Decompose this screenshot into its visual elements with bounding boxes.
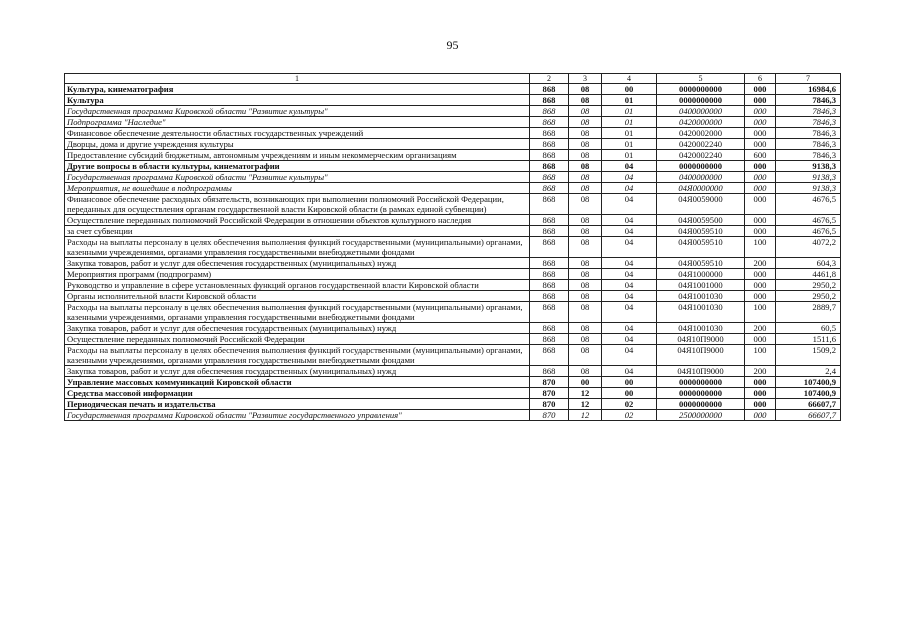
row-ministry-code-cell: 870: [530, 399, 569, 410]
row-expense-type-cell: 000: [745, 106, 776, 117]
row-section-cell: 08: [569, 95, 602, 106]
row-ministry-code-cell: 868: [530, 194, 569, 215]
row-target-article-cell: 04Я1001030: [657, 323, 745, 334]
row-subsection-cell: 04: [602, 237, 657, 258]
row-name-cell: Расходы на выплаты персоналу в целях обеспечения выполнения функций государственными (муниципальными) органами, казенными учреждениями, органами управления государственными внебюджетными фондами: [65, 345, 530, 366]
row-amount-cell: 66607,7: [776, 399, 841, 410]
row-target-article-cell: 0000000000: [657, 84, 745, 95]
row-ministry-code-cell: 868: [530, 139, 569, 150]
page-number: 95: [446, 38, 459, 52]
row-amount-cell: 7846,3: [776, 106, 841, 117]
row-target-article-cell: 0420000000: [657, 117, 745, 128]
row-target-article-cell: 04Я1001030: [657, 291, 745, 302]
row-section-cell: 08: [569, 161, 602, 172]
row-name-cell: Закупка товаров, работ и услуг для обеспечения государственных (муниципальных) нужд: [65, 323, 530, 334]
row-expense-type-cell: 200: [745, 258, 776, 269]
row-name-cell: Финансовое обеспечение деятельности областных государственных учреждений: [65, 128, 530, 139]
row-subsection-cell: 04: [602, 334, 657, 345]
row-target-article-cell: 0000000000: [657, 388, 745, 399]
row-subsection-cell: 04: [602, 172, 657, 183]
row-expense-type-cell: 000: [745, 410, 776, 421]
row-expense-type-cell: 000: [745, 291, 776, 302]
row-ministry-code-cell: 868: [530, 215, 569, 226]
row-subsection-cell: 04: [602, 345, 657, 366]
row-ministry-code-cell: 868: [530, 258, 569, 269]
row-section-cell: 08: [569, 139, 602, 150]
row-ministry-code-cell: 868: [530, 95, 569, 106]
table-row: [65, 150, 841, 161]
row-section-cell: 08: [569, 291, 602, 302]
row-amount-cell: 66607,7: [776, 410, 841, 421]
row-section-cell: 08: [569, 183, 602, 194]
row-expense-type-cell: 000: [745, 388, 776, 399]
header-cell-6: 6: [745, 74, 776, 84]
row-section-cell: 08: [569, 215, 602, 226]
row-amount-cell: 7846,3: [776, 95, 841, 106]
row-ministry-code-cell: 868: [530, 150, 569, 161]
table-row: [65, 226, 841, 237]
row-name-cell: Закупка товаров, работ и услуг для обеспечения государственных (муниципальных) нужд: [65, 366, 530, 377]
row-target-article-cell: 04Я1001030: [657, 302, 745, 323]
row-section-cell: 08: [569, 84, 602, 95]
row-section-cell: 08: [569, 194, 602, 215]
row-expense-type-cell: 000: [745, 377, 776, 388]
row-subsection-cell: 01: [602, 139, 657, 150]
row-target-article-cell: 04Я0059000: [657, 194, 745, 215]
row-amount-cell: 9138,3: [776, 161, 841, 172]
row-name-cell: Мероприятия, не вошедшие в подпрограммы: [65, 183, 530, 194]
header-cell-7: 7: [776, 74, 841, 84]
row-name-cell: Государственная программа Кировской области "Развитие государственного управления": [65, 410, 530, 421]
row-section-cell: 12: [569, 388, 602, 399]
row-amount-cell: 60,5: [776, 323, 841, 334]
row-section-cell: 12: [569, 399, 602, 410]
row-expense-type-cell: 000: [745, 172, 776, 183]
row-section-cell: 08: [569, 345, 602, 366]
row-expense-type-cell: 000: [745, 226, 776, 237]
header-cell-5: 5: [657, 74, 745, 84]
row-name-cell: Расходы на выплаты персоналу в целях обеспечения выполнения функций государственными (муниципальными) органами, казенными учреждениями, органами управления государственными внебюджетными фондами: [65, 237, 530, 258]
row-ministry-code-cell: 868: [530, 345, 569, 366]
row-expense-type-cell: 200: [745, 323, 776, 334]
table-row: [65, 291, 841, 302]
row-target-article-cell: 04Я0059510: [657, 237, 745, 258]
header-cell-2: 2: [530, 74, 569, 84]
row-subsection-cell: 04: [602, 215, 657, 226]
row-subsection-cell: 04: [602, 323, 657, 334]
row-subsection-cell: 04: [602, 183, 657, 194]
row-section-cell: 08: [569, 323, 602, 334]
row-ministry-code-cell: 868: [530, 128, 569, 139]
row-target-article-cell: 0420002240: [657, 150, 745, 161]
row-subsection-cell: 04: [602, 258, 657, 269]
table-row: [65, 280, 841, 291]
table-row: [65, 172, 841, 183]
row-amount-cell: 2889,7: [776, 302, 841, 323]
row-section-cell: 08: [569, 172, 602, 183]
row-subsection-cell: 04: [602, 366, 657, 377]
row-target-article-cell: 04Я10П9000: [657, 366, 745, 377]
row-section-cell: 12: [569, 410, 602, 421]
row-name-cell: Подпрограмма "Наследие": [65, 117, 530, 128]
row-amount-cell: 7846,3: [776, 117, 841, 128]
row-subsection-cell: 01: [602, 95, 657, 106]
row-section-cell: 08: [569, 302, 602, 323]
row-target-article-cell: 04Я10П9000: [657, 345, 745, 366]
row-expense-type-cell: 000: [745, 269, 776, 280]
row-expense-type-cell: 000: [745, 128, 776, 139]
row-section-cell: 08: [569, 258, 602, 269]
row-target-article-cell: 0000000000: [657, 377, 745, 388]
row-subsection-cell: 01: [602, 106, 657, 117]
row-target-article-cell: 04Я0059510: [657, 226, 745, 237]
row-name-cell: Другие вопросы в области культуры, кинематографии: [65, 161, 530, 172]
row-target-article-cell: 0000000000: [657, 161, 745, 172]
row-amount-cell: 2950,2: [776, 280, 841, 291]
row-name-cell: Расходы на выплаты персоналу в целях обеспечения выполнения функций государственными (муниципальными) органами, казенными учреждениями, органами управления государственными внебюджетными фондами: [65, 302, 530, 323]
row-subsection-cell: 04: [602, 194, 657, 215]
row-ministry-code-cell: 868: [530, 183, 569, 194]
budget-table: [64, 73, 841, 421]
row-name-cell: Культура: [65, 95, 530, 106]
row-amount-cell: 7846,3: [776, 139, 841, 150]
row-ministry-code-cell: 868: [530, 323, 569, 334]
table-row: [65, 106, 841, 117]
row-ministry-code-cell: 870: [530, 388, 569, 399]
row-amount-cell: 1511,6: [776, 334, 841, 345]
row-ministry-code-cell: 868: [530, 84, 569, 95]
row-section-cell: 08: [569, 334, 602, 345]
row-section-cell: 08: [569, 269, 602, 280]
table-row: [65, 302, 841, 323]
row-amount-cell: 4461,8: [776, 269, 841, 280]
row-expense-type-cell: 000: [745, 280, 776, 291]
row-ministry-code-cell: 868: [530, 237, 569, 258]
row-target-article-cell: 0400000000: [657, 172, 745, 183]
table-row: [65, 237, 841, 258]
table-row: [65, 183, 841, 194]
table-row: [65, 117, 841, 128]
table-row: [65, 366, 841, 377]
row-amount-cell: 16984,6: [776, 84, 841, 95]
row-section-cell: 08: [569, 106, 602, 117]
row-target-article-cell: 04Я10П9000: [657, 334, 745, 345]
row-target-article-cell: 0420002240: [657, 139, 745, 150]
table-row: [65, 334, 841, 345]
row-target-article-cell: 04Я0059500: [657, 215, 745, 226]
row-subsection-cell: 04: [602, 280, 657, 291]
table-row: [65, 377, 841, 388]
row-name-cell: Закупка товаров, работ и услуг для обеспечения государственных (муниципальных) нужд: [65, 258, 530, 269]
row-expense-type-cell: 000: [745, 117, 776, 128]
row-expense-type-cell: 000: [745, 194, 776, 215]
row-ministry-code-cell: 868: [530, 291, 569, 302]
row-expense-type-cell: 000: [745, 161, 776, 172]
header-cell-3: 3: [569, 74, 602, 84]
row-section-cell: 08: [569, 117, 602, 128]
row-subsection-cell: 04: [602, 226, 657, 237]
row-expense-type-cell: 000: [745, 334, 776, 345]
row-section-cell: 08: [569, 237, 602, 258]
row-subsection-cell: 01: [602, 150, 657, 161]
row-ministry-code-cell: 868: [530, 161, 569, 172]
row-amount-cell: 107400,9: [776, 377, 841, 388]
row-ministry-code-cell: 868: [530, 106, 569, 117]
row-amount-cell: 4072,2: [776, 237, 841, 258]
table-row: [65, 345, 841, 366]
table-row: [65, 161, 841, 172]
row-name-cell: за счет субвенции: [65, 226, 530, 237]
row-name-cell: Управление массовых коммуникаций Кировской области: [65, 377, 530, 388]
row-target-article-cell: 0400000000: [657, 106, 745, 117]
row-expense-type-cell: 000: [745, 95, 776, 106]
row-name-cell: Периодическая печать и издательства: [65, 399, 530, 410]
header-cell-1: 1: [65, 74, 530, 84]
row-name-cell: Дворцы, дома и другие учреждения культуры: [65, 139, 530, 150]
row-expense-type-cell: 000: [745, 183, 776, 194]
row-subsection-cell: 00: [602, 84, 657, 95]
row-section-cell: 08: [569, 150, 602, 161]
row-expense-type-cell: 600: [745, 150, 776, 161]
row-subsection-cell: 04: [602, 302, 657, 323]
row-section-cell: 08: [569, 366, 602, 377]
row-target-article-cell: 0420002000: [657, 128, 745, 139]
table-row: [65, 258, 841, 269]
row-ministry-code-cell: 868: [530, 172, 569, 183]
header-cell-4: 4: [602, 74, 657, 84]
row-expense-type-cell: 100: [745, 237, 776, 258]
row-ministry-code-cell: 870: [530, 410, 569, 421]
row-subsection-cell: 00: [602, 388, 657, 399]
row-ministry-code-cell: 868: [530, 280, 569, 291]
row-amount-cell: 4676,5: [776, 215, 841, 226]
row-expense-type-cell: 100: [745, 345, 776, 366]
table-row: [65, 410, 841, 421]
row-amount-cell: 2950,2: [776, 291, 841, 302]
row-ministry-code-cell: 868: [530, 226, 569, 237]
row-subsection-cell: 04: [602, 161, 657, 172]
row-expense-type-cell: 000: [745, 84, 776, 95]
row-name-cell: Культура, кинематография: [65, 84, 530, 95]
row-ministry-code-cell: 868: [530, 302, 569, 323]
row-ministry-code-cell: 868: [530, 269, 569, 280]
row-name-cell: Финансовое обеспечение расходных обязательств, возникающих при выполнении полномочий Российской Федерации, переданных для осуществления органам государственной власти Кировской области (в рамках единой субвенции): [65, 194, 530, 215]
row-expense-type-cell: 000: [745, 215, 776, 226]
row-amount-cell: 4676,5: [776, 226, 841, 237]
row-section-cell: 08: [569, 280, 602, 291]
table-row: [65, 128, 841, 139]
row-amount-cell: 7846,3: [776, 150, 841, 161]
row-subsection-cell: 02: [602, 399, 657, 410]
row-name-cell: Осуществление переданных полномочий Российской Федерации: [65, 334, 530, 345]
table-row: [65, 194, 841, 215]
row-name-cell: Государственная программа Кировской области "Развитие культуры": [65, 172, 530, 183]
row-amount-cell: 604,3: [776, 258, 841, 269]
row-amount-cell: 1509,2: [776, 345, 841, 366]
row-name-cell: Средства массовой информации: [65, 388, 530, 399]
row-name-cell: Органы исполнительной власти Кировской области: [65, 291, 530, 302]
row-amount-cell: 2,4: [776, 366, 841, 377]
row-section-cell: 08: [569, 128, 602, 139]
row-ministry-code-cell: 868: [530, 334, 569, 345]
row-section-cell: 08: [569, 226, 602, 237]
row-target-article-cell: 04Я0059510: [657, 258, 745, 269]
row-subsection-cell: 00: [602, 377, 657, 388]
row-expense-type-cell: 100: [745, 302, 776, 323]
row-subsection-cell: 02: [602, 410, 657, 421]
row-amount-cell: 4676,5: [776, 194, 841, 215]
row-ministry-code-cell: 868: [530, 117, 569, 128]
row-subsection-cell: 04: [602, 269, 657, 280]
row-expense-type-cell: 200: [745, 366, 776, 377]
row-section-cell: 00: [569, 377, 602, 388]
table-row: [65, 215, 841, 226]
header-row: [65, 74, 841, 84]
row-target-article-cell: 0000000000: [657, 95, 745, 106]
row-name-cell: Руководство и управление в сфере установленных функций органов государственной власти Кировской области: [65, 280, 530, 291]
table-row: [65, 139, 841, 150]
table-row: [65, 399, 841, 410]
table-row: [65, 323, 841, 334]
row-ministry-code-cell: 870: [530, 377, 569, 388]
row-amount-cell: 7846,3: [776, 128, 841, 139]
table-row: [65, 269, 841, 280]
row-amount-cell: 107400,9: [776, 388, 841, 399]
row-expense-type-cell: 000: [745, 139, 776, 150]
row-name-cell: Мероприятия программ (подпрограмм): [65, 269, 530, 280]
row-ministry-code-cell: 868: [530, 366, 569, 377]
row-subsection-cell: 01: [602, 117, 657, 128]
row-name-cell: Предоставление субсидий бюджетным, автономным учреждениям и иным некоммерческим организациям: [65, 150, 530, 161]
row-name-cell: Государственная программа Кировской области "Развитие культуры": [65, 106, 530, 117]
row-amount-cell: 9138,3: [776, 172, 841, 183]
row-target-article-cell: 0000000000: [657, 399, 745, 410]
table-row: [65, 84, 841, 95]
row-amount-cell: 9138,3: [776, 183, 841, 194]
table-row: [65, 388, 841, 399]
row-name-cell: Осуществление переданных полномочий Российской Федерации в отношении объектов культурного наследия: [65, 215, 530, 226]
row-target-article-cell: 04Я1001000: [657, 280, 745, 291]
row-subsection-cell: 04: [602, 291, 657, 302]
row-target-article-cell: 2500000000: [657, 410, 745, 421]
row-target-article-cell: 04Я0000000: [657, 183, 745, 194]
row-target-article-cell: 04Я1000000: [657, 269, 745, 280]
row-expense-type-cell: 000: [745, 399, 776, 410]
row-subsection-cell: 01: [602, 128, 657, 139]
table-row: [65, 95, 841, 106]
